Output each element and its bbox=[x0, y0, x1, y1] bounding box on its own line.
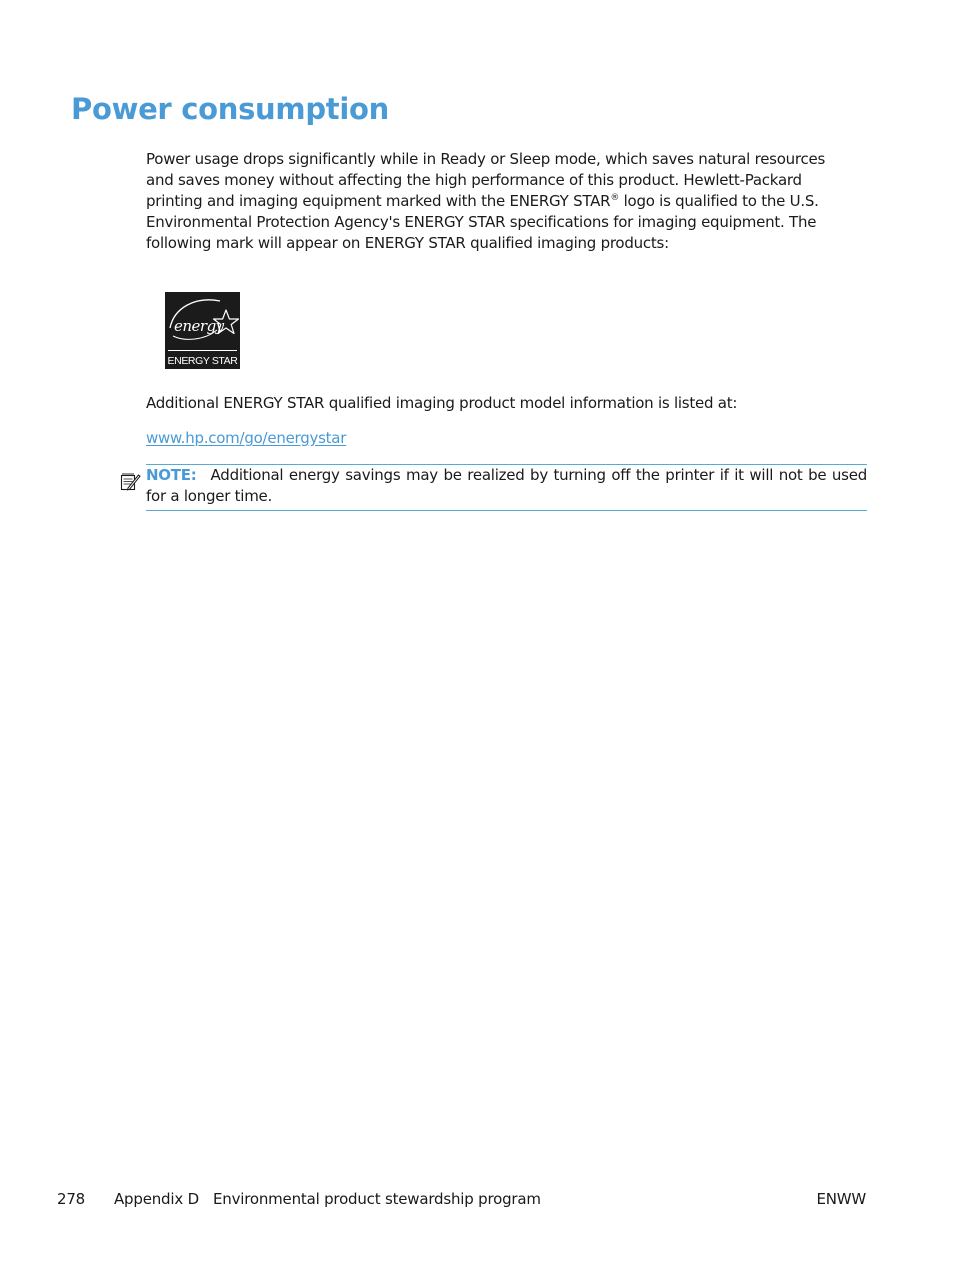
page-title: Power consumption bbox=[71, 92, 389, 126]
logo-divider bbox=[168, 350, 237, 351]
energy-star-link[interactable]: www.hp.com/go/energystar bbox=[146, 429, 347, 447]
footer-page-number: 278 bbox=[57, 1190, 86, 1208]
footer-chapter: Appendix D bbox=[114, 1190, 199, 1208]
intro-text-end: logo is qualified to the U.S. Environmental Protection Agency's ENERGY STAR specifications for imaging equipment. The following mark will appear on ENERGY STAR qualified imaging products: bbox=[146, 192, 819, 252]
intro-paragraph bbox=[146, 149, 836, 254]
note-box bbox=[146, 464, 867, 511]
note-icon bbox=[119, 469, 141, 491]
note-text: Additional energy savings may be realized by turning off the printer if it will not be used for a longer time. bbox=[146, 466, 867, 505]
energy-star-caption: ENERGY STAR bbox=[167, 355, 238, 367]
registered-mark: ® bbox=[610, 193, 620, 203]
intro-text-start: Power usage drops significantly while in Ready or Sleep mode, which saves natural resources and saves money without affecting the high performance of this product. Hewlett-Packard printing and imaging equipment marked with the ENERGY STAR bbox=[146, 150, 826, 210]
energy-star-logo bbox=[165, 292, 240, 369]
note-paragraph bbox=[146, 465, 867, 507]
note-label: NOTE: bbox=[146, 466, 197, 484]
energy-script-text: energy bbox=[174, 317, 224, 335]
footer-chapter-title: Environmental product stewardship program bbox=[213, 1190, 541, 1208]
energy-star-mark-icon bbox=[165, 292, 240, 350]
additional-info-text: Additional ENERGY STAR qualified imaging product model information is listed at: bbox=[146, 394, 738, 412]
footer-locale: ENWW bbox=[816, 1190, 866, 1208]
